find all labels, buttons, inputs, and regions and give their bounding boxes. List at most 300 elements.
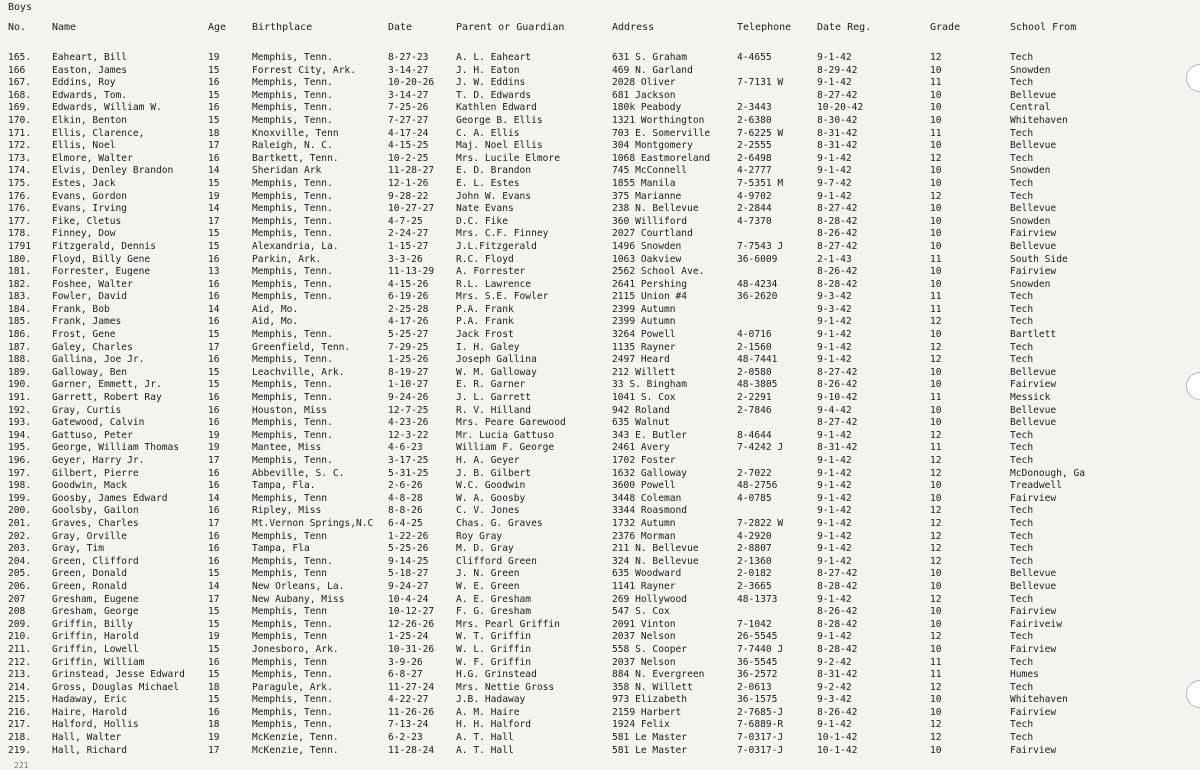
student-name: Eaheart, Bill (52, 52, 128, 63)
row-number: 174. (8, 165, 32, 177)
birth-date: 1-10-27 (388, 379, 429, 391)
table-row (0, 191, 1200, 204)
date-registered: 8-31-42 (817, 442, 858, 454)
student-name: Grinstead, Jesse Edward (52, 669, 185, 681)
school-from: Tech (1010, 681, 1034, 693)
date-registered: 9-1-42 (817, 543, 852, 555)
grade: 11 (930, 392, 942, 404)
telephone: 7-7131 W (737, 77, 784, 89)
address: 3600 Powell (612, 480, 676, 492)
birth-date: 10-12-27 (388, 606, 435, 618)
student-name: Geyer, Harry Jr. (52, 455, 145, 466)
birth-date: 12-3-22 (388, 429, 429, 441)
parent-guardian: Maj. Noel Ellis (456, 140, 543, 152)
table-row (0, 128, 1200, 141)
parent-guardian: Roy Gray (456, 530, 503, 542)
address: 2497 Heard (612, 354, 670, 366)
parent-guardian: Joseph Gallina (456, 354, 537, 366)
section-label: Boys (8, 2, 33, 13)
telephone: 2-3665 (737, 580, 772, 592)
school-from: Whitehaven (1010, 694, 1068, 706)
grade: 10 (930, 417, 942, 429)
table-row (0, 669, 1200, 682)
telephone: 7-6889-R (737, 719, 784, 731)
student-name: Green, Clifford (52, 555, 139, 567)
row-number: 181. (8, 266, 32, 278)
grade: 10 (930, 480, 942, 492)
address: 635 Woodward (612, 568, 682, 580)
date-registered: 8-31-42 (817, 140, 858, 152)
birth-date: 4-17-26 (388, 316, 429, 328)
age: 17 (208, 593, 220, 605)
address: 2376 Morman (612, 530, 676, 542)
table-row (0, 442, 1200, 455)
student-name: Garner, Emmett, Jr. (52, 379, 162, 391)
address: 212 Willett (612, 366, 676, 378)
date-registered: 8-28-42 (817, 278, 858, 290)
age: 19 (208, 429, 220, 441)
student-name: Garrett, Robert Ray (52, 392, 162, 404)
birthplace: New Orleans, La. (252, 580, 345, 592)
date-registered: 9-1-42 (817, 329, 852, 341)
row-number: 173. (8, 152, 32, 164)
address: 2562 School Ave. (612, 266, 705, 278)
row-number: 197. (8, 467, 32, 479)
school-from: Bellevue (1010, 404, 1057, 416)
row-number: 191. (8, 392, 32, 404)
address: 1321 Worthington (612, 114, 705, 126)
parent-guardian: R. V. Hilland (456, 404, 532, 416)
birth-date: 11-28-24 (388, 744, 435, 756)
date-registered: 8-27-42 (817, 568, 858, 580)
student-name: Floyd, Billy Gene (52, 253, 151, 265)
telephone: 26-5545 (737, 631, 778, 643)
age: 18 (208, 719, 220, 731)
row-number: 217. (8, 719, 32, 731)
parent-guardian: Mrs. Nettie Gross (456, 681, 555, 693)
telephone: 4-0785 (737, 492, 772, 504)
birthplace: Memphis, Tenn. (252, 417, 333, 429)
date-registered: 10-20-42 (817, 102, 864, 114)
school-from: Tech (1010, 291, 1034, 303)
row-number: 1791 (8, 240, 32, 252)
birth-date: 3-3-26 (388, 253, 423, 265)
address: 745 McConnell (612, 165, 688, 177)
row-number: 186. (8, 329, 32, 341)
parent-guardian: H. A. Geyer (456, 455, 520, 466)
footer-number: 221 (14, 761, 29, 770)
birthplace: Memphis, Tenn. (252, 77, 333, 89)
row-number: 203. (8, 543, 32, 555)
parent-guardian: W.C. Goodwin (456, 480, 526, 492)
birthplace: Paragule, Ark. (252, 681, 333, 693)
age: 14 (208, 580, 220, 592)
address: 635 Walnut (612, 417, 670, 429)
birth-date: 3-14-27 (388, 64, 429, 76)
parent-guardian: J. H. Eaton (456, 64, 520, 76)
age: 15 (208, 669, 220, 681)
table-row (0, 556, 1200, 569)
birthplace: Tampa, Fla. (252, 480, 316, 492)
age: 15 (208, 643, 220, 655)
date-registered: 10-1-42 (817, 732, 858, 744)
parent-guardian: Clifford Green (456, 555, 537, 567)
telephone: 2-0580 (737, 366, 772, 378)
table-row (0, 644, 1200, 657)
student-name: Gattuso, Peter (52, 429, 133, 441)
school-from: Bellevue (1010, 417, 1057, 429)
table-row (0, 354, 1200, 367)
date-registered: 8-29-42 (817, 64, 858, 76)
address: 2027 Courtland (612, 228, 693, 240)
birthplace: Ripley, Miss (252, 505, 322, 517)
school-from: Tech (1010, 316, 1034, 328)
date-registered: 9-1-42 (817, 593, 852, 605)
student-name: Edwards, Tom. (52, 89, 128, 101)
parent-guardian: E. R. Garner (456, 379, 526, 391)
parent-guardian: P.A. Frank (456, 316, 514, 328)
age: 15 (208, 568, 220, 580)
address: 180k Peabody (612, 102, 682, 114)
date-registered: 9-1-42 (817, 555, 852, 567)
student-name: Evans, Gordon (52, 190, 128, 202)
school-from: Tech (1010, 303, 1034, 315)
telephone: 2-2291 (737, 392, 772, 404)
address: 3264 Powell (612, 329, 676, 341)
birthplace: Memphis, Tenn. (252, 719, 333, 731)
address: 884 N. Evergreen (612, 669, 705, 681)
grade: 10 (930, 228, 942, 240)
row-number: 208 (8, 606, 26, 618)
birth-date: 11-26-26 (388, 706, 435, 718)
birth-date: 4-7-25 (388, 215, 423, 227)
table-row (0, 228, 1200, 241)
table-row (0, 493, 1200, 506)
student-rows (0, 52, 1200, 757)
grade: 12 (930, 52, 942, 63)
date-registered: 8-30-42 (817, 114, 858, 126)
age: 17 (208, 215, 220, 227)
student-name: Gatewood, Calvin (52, 417, 145, 429)
date-registered: 9-1-42 (817, 316, 852, 328)
grade: 12 (930, 681, 942, 693)
table-row (0, 367, 1200, 380)
age: 15 (208, 228, 220, 240)
address: 2399 Autumn (612, 303, 676, 315)
age: 16 (208, 530, 220, 542)
birthplace: Memphis, Tenn. (252, 392, 333, 404)
telephone: 7-1042 (737, 618, 772, 630)
row-number: 212. (8, 656, 32, 668)
school-from: Bellevue (1010, 140, 1057, 152)
birth-date: 6-19-26 (388, 291, 429, 303)
row-number: 188. (8, 354, 32, 366)
telephone: 2-7685-J (737, 706, 784, 718)
grade: 12 (930, 190, 942, 202)
parent-guardian: Mrs. Pearl Griffin (456, 618, 560, 630)
birthplace: Memphis, Tenn. (252, 114, 333, 126)
age: 17 (208, 455, 220, 466)
telephone: 4-9702 (737, 190, 772, 202)
grade: 12 (930, 543, 942, 555)
date-registered: 9-1-42 (817, 517, 852, 529)
birth-date: 4-23-26 (388, 417, 429, 429)
birth-date: 12-26-26 (388, 618, 435, 630)
parent-guardian: George B. Ellis (456, 114, 543, 126)
address: 375 Marianne (612, 190, 682, 202)
date-registered: 8-26-42 (817, 266, 858, 278)
address: 3344 Roasmond (612, 505, 688, 517)
row-number: 184. (8, 303, 32, 315)
birth-date: 2-6-26 (388, 480, 423, 492)
school-from: Bartlett (1010, 329, 1057, 341)
birth-date: 11-27-24 (388, 681, 435, 693)
school-from: Tech (1010, 732, 1034, 744)
telephone: 2-7846 (737, 404, 772, 416)
birthplace: Greenfield, Tenn. (252, 341, 351, 353)
age: 15 (208, 366, 220, 378)
parent-guardian: P.A. Frank (456, 303, 514, 315)
age: 17 (208, 140, 220, 152)
date-registered: 9-1-42 (817, 480, 852, 492)
address: 1924 Felix (612, 719, 670, 731)
table-row (0, 682, 1200, 695)
date-registered: 9-1-42 (817, 492, 852, 504)
grade: 10 (930, 102, 942, 114)
telephone: 36-2620 (737, 291, 778, 303)
table-row (0, 468, 1200, 481)
header-telephone: Telephone (737, 22, 792, 33)
table-row (0, 732, 1200, 745)
grade: 12 (930, 455, 942, 466)
student-name: Goosby, James Edward (52, 492, 168, 504)
birthplace: Memphis, Tenn. (252, 266, 333, 278)
date-registered: 9-1-42 (817, 341, 852, 353)
date-registered: 9-1-42 (817, 354, 852, 366)
birthplace: Memphis, Tenn. (252, 203, 333, 215)
row-number: 178. (8, 228, 32, 240)
grade: 10 (930, 64, 942, 76)
row-number: 169. (8, 102, 32, 114)
date-registered: 9-1-42 (817, 165, 852, 177)
row-number: 193. (8, 417, 32, 429)
date-registered: 9-3-42 (817, 694, 852, 706)
date-registered: 9-1-42 (817, 530, 852, 542)
birth-date: 4-15-26 (388, 278, 429, 290)
parent-guardian: W. E. Green (456, 580, 520, 592)
row-number: 185. (8, 316, 32, 328)
student-name: Estes, Jack (52, 177, 116, 189)
parent-guardian: J. W. Eddins (456, 77, 526, 89)
parent-guardian: A. E. Gresham (456, 593, 532, 605)
grade: 11 (930, 253, 942, 265)
table-row (0, 279, 1200, 292)
header-birthplace: Birthplace (252, 22, 313, 33)
grade: 10 (930, 580, 942, 592)
address: 631 S. Graham (612, 52, 688, 63)
telephone: 48-2756 (737, 480, 778, 492)
grade: 12 (930, 555, 942, 567)
row-number: 198. (8, 480, 32, 492)
birthplace: Parkin, Ark. (252, 253, 322, 265)
student-name: Frost, Gene (52, 329, 116, 341)
student-name: Finney, Dow (52, 228, 116, 240)
school-from: Tech (1010, 631, 1034, 643)
student-name: Green, Ronald (52, 580, 128, 592)
date-registered: 9-1-42 (817, 429, 852, 441)
age: 15 (208, 618, 220, 630)
student-name: Galey, Charles (52, 341, 133, 353)
address: 2641 Pershing (612, 278, 688, 290)
table-row (0, 417, 1200, 430)
telephone: 48-3805 (737, 379, 778, 391)
school-from: Fairview (1010, 643, 1057, 655)
table-row (0, 480, 1200, 493)
school-from: Tech (1010, 77, 1034, 89)
date-registered: 8-28-42 (817, 618, 858, 630)
birth-date: 2-25-28 (388, 303, 429, 315)
date-registered: 9-2-42 (817, 681, 852, 693)
age: 19 (208, 190, 220, 202)
student-name: Gray, Orville (52, 530, 128, 542)
birthplace: Knoxville, Tenn (252, 127, 339, 139)
parent-guardian: H.G. Grinstead (456, 669, 537, 681)
table-row (0, 241, 1200, 254)
address: 558 S. Cooper (612, 643, 688, 655)
school-from: Tech (1010, 152, 1034, 164)
date-registered: 8-28-42 (817, 643, 858, 655)
address: 2091 Vinton (612, 618, 676, 630)
table-row (0, 505, 1200, 518)
school-from: Bellevue (1010, 366, 1057, 378)
age: 16 (208, 467, 220, 479)
student-name: Eddins, Roy (52, 77, 116, 89)
row-number: 214. (8, 681, 32, 693)
table-row (0, 153, 1200, 166)
student-name: Green, Donald (52, 568, 128, 580)
row-number: 168. (8, 89, 32, 101)
parent-guardian: I. H. Galey (456, 341, 520, 353)
birth-date: 7-13-24 (388, 719, 429, 731)
birthplace: Houston, Miss (252, 404, 328, 416)
birth-date: 9-14-25 (388, 555, 429, 567)
age: 15 (208, 89, 220, 101)
telephone: 36-5545 (737, 656, 778, 668)
age: 14 (208, 203, 220, 215)
school-from: Fairview (1010, 606, 1057, 618)
table-row (0, 392, 1200, 405)
school-from: Fairview (1010, 266, 1057, 278)
parent-guardian: E. L. Estes (456, 177, 520, 189)
student-name: Elkin, Benton (52, 114, 128, 126)
school-from: Tech (1010, 341, 1034, 353)
row-number: 166 (8, 64, 26, 76)
telephone: 7-5351 M (737, 177, 784, 189)
birth-date: 9-24-26 (388, 392, 429, 404)
header-grade: Grade (930, 22, 961, 33)
age: 19 (208, 732, 220, 744)
grade: 10 (930, 114, 942, 126)
row-number: 219. (8, 744, 32, 756)
grade: 10 (930, 278, 942, 290)
grade: 10 (930, 215, 942, 227)
age: 15 (208, 177, 220, 189)
grade: 10 (930, 643, 942, 655)
age: 19 (208, 442, 220, 454)
grade: 10 (930, 492, 942, 504)
age: 14 (208, 303, 220, 315)
address: 304 Montgomery (612, 140, 693, 152)
telephone: 2-1560 (737, 341, 772, 353)
school-from: Tech (1010, 354, 1034, 366)
age: 15 (208, 329, 220, 341)
header-date-reg: Date Reg. (817, 22, 872, 33)
parent-guardian: Nate Evans (456, 203, 514, 215)
row-number: 204. (8, 555, 32, 567)
age: 16 (208, 102, 220, 114)
parent-guardian: J. B. Gilbert (456, 467, 532, 479)
age: 16 (208, 77, 220, 89)
grade: 11 (930, 127, 942, 139)
table-row (0, 329, 1200, 342)
birthplace: New Aubany, Miss (252, 593, 345, 605)
grade: 10 (930, 89, 942, 101)
address: 1632 Galloway (612, 467, 688, 479)
date-registered: 8-28-42 (817, 215, 858, 227)
age: 18 (208, 681, 220, 693)
age: 16 (208, 555, 220, 567)
birthplace: McKenzie, Tenn. (252, 744, 339, 756)
student-name: Griffin, Billy (52, 618, 133, 630)
address: 2115 Union #4 (612, 291, 688, 303)
school-from: Snowden (1010, 278, 1051, 290)
parent-guardian: Chas. G. Graves (456, 517, 543, 529)
telephone: 4-7370 (737, 215, 772, 227)
parent-guardian: Mrs. Lucile Elmore (456, 152, 560, 164)
table-row (0, 531, 1200, 544)
student-name: Hadaway, Eric (52, 694, 128, 706)
row-number: 177. (8, 215, 32, 227)
age: 16 (208, 152, 220, 164)
age: 16 (208, 404, 220, 416)
date-registered: 8-27-42 (817, 240, 858, 252)
age: 16 (208, 417, 220, 429)
birth-date: 4-15-25 (388, 140, 429, 152)
age: 16 (208, 706, 220, 718)
birth-date: 1-25-24 (388, 631, 429, 643)
birthplace: Leachville, Ark. (252, 366, 345, 378)
date-registered: 9-3-42 (817, 291, 852, 303)
telephone: 2-0182 (737, 568, 772, 580)
row-number: 172. (8, 140, 32, 152)
school-from: Tech (1010, 177, 1034, 189)
table-row (0, 619, 1200, 632)
date-registered: 8-26-42 (817, 706, 858, 718)
table-row (0, 657, 1200, 670)
header-date: Date (388, 22, 413, 33)
birth-date: 12-1-26 (388, 177, 429, 189)
row-number: 175. (8, 177, 32, 189)
grade: 10 (930, 404, 942, 416)
date-registered: 9-1-42 (817, 152, 852, 164)
address: 973 Elizabeth (612, 694, 688, 706)
row-number: 180. (8, 253, 32, 265)
parent-guardian: H. H. Halford (456, 719, 532, 731)
student-name: Goodwin, Mack (52, 480, 128, 492)
telephone: 2-0613 (737, 681, 772, 693)
telephone: 48-1373 (737, 593, 778, 605)
header-no: No. (8, 22, 27, 33)
